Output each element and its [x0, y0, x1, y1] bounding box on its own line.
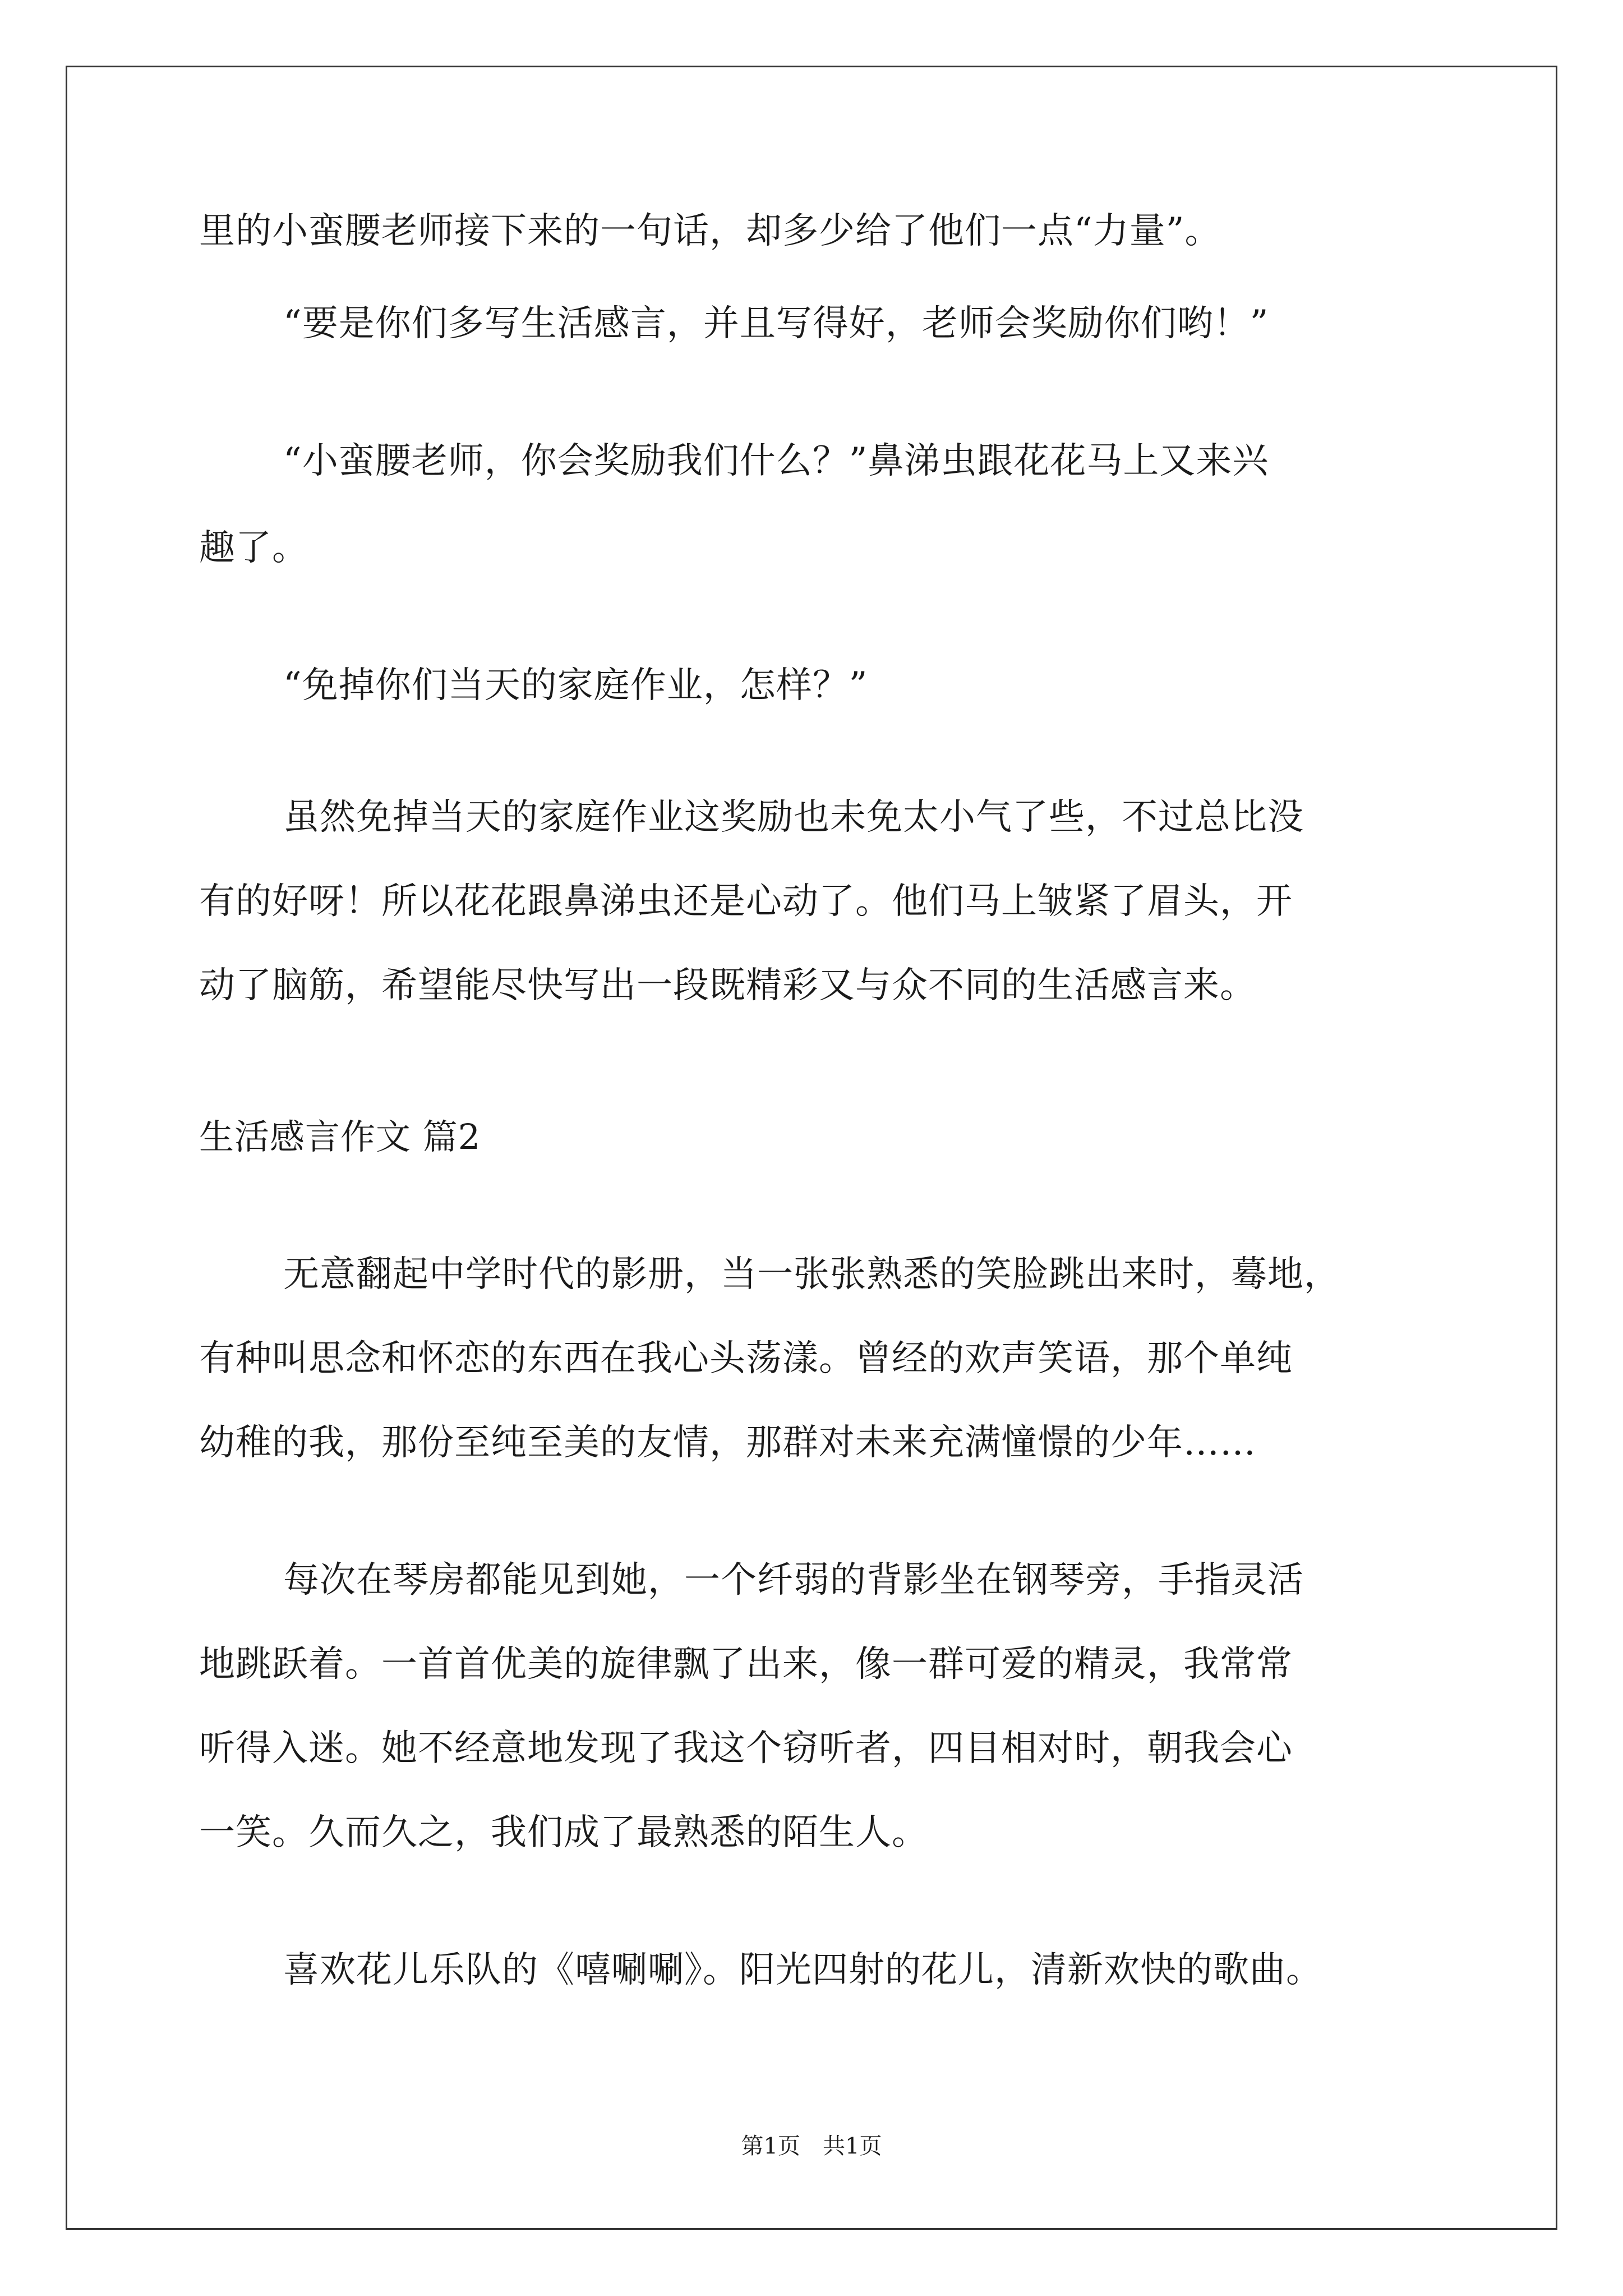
text-line: 有的好呀！所以花花跟鼻涕虫还是心动了。他们马上皱紧了眉头，开	[199, 881, 1293, 922]
text-line: 幼稚的我，那份至纯至美的友情，那群对未来充满憧憬的少年……	[199, 1422, 1256, 1464]
text-line: 无意翻起中学时代的影册，当一张张熟悉的笑脸跳出来时，蓦地，	[283, 1254, 1340, 1295]
text-line: 趣了。	[199, 527, 308, 569]
page-footer	[0, 2132, 1623, 2161]
page-total: 共1页	[823, 2133, 882, 2159]
text-line: 地跳跃着。一首首优美的旋律飘了出来，像一群可爱的精灵，我常常	[199, 1644, 1293, 1685]
text-line: 有种叫思念和怀恋的东西在我心头荡漾。曾经的欢声笑语，那个单纯	[199, 1338, 1293, 1379]
text-line: “免掉你们当天的家庭作业，怎样？”	[283, 665, 868, 706]
text-line: 里的小蛮腰老师接下来的一句话，却多少给了他们一点“力量”。	[199, 210, 1221, 252]
text-line: 虽然免掉当天的家庭作业这奖励也未免太小气了些，不过总比没	[283, 797, 1304, 838]
text-line: “要是你们多写生活感言，并且写得好，老师会奖励你们哟！”	[283, 303, 1269, 344]
section-heading: 生活感言作文 篇2	[199, 1116, 481, 1157]
text-line: 每次在琴房都能见到她，一个纤弱的背影坐在钢琴旁，手指灵活	[283, 1559, 1304, 1601]
text-line: 动了脑筋，希望能尽快写出一段既精彩又与众不同的生活感言来。	[199, 965, 1256, 1006]
text-line: 一笑。久而久之，我们成了最熟悉的陌生人。	[199, 1812, 928, 1853]
text-line: 听得入迷。她不经意地发现了我这个窃听者，四目相对时，朝我会心	[199, 1728, 1293, 1769]
text-line: “小蛮腰老师，你会奖励我们什么？”鼻涕虫跟花花马上又来兴	[283, 440, 1269, 482]
text-line: 喜欢花儿乐队的《嘻唰唰》。阳光四射的花儿，清新欢快的歌曲。	[283, 1949, 1322, 1991]
page-number: 第1页	[741, 2133, 800, 2159]
